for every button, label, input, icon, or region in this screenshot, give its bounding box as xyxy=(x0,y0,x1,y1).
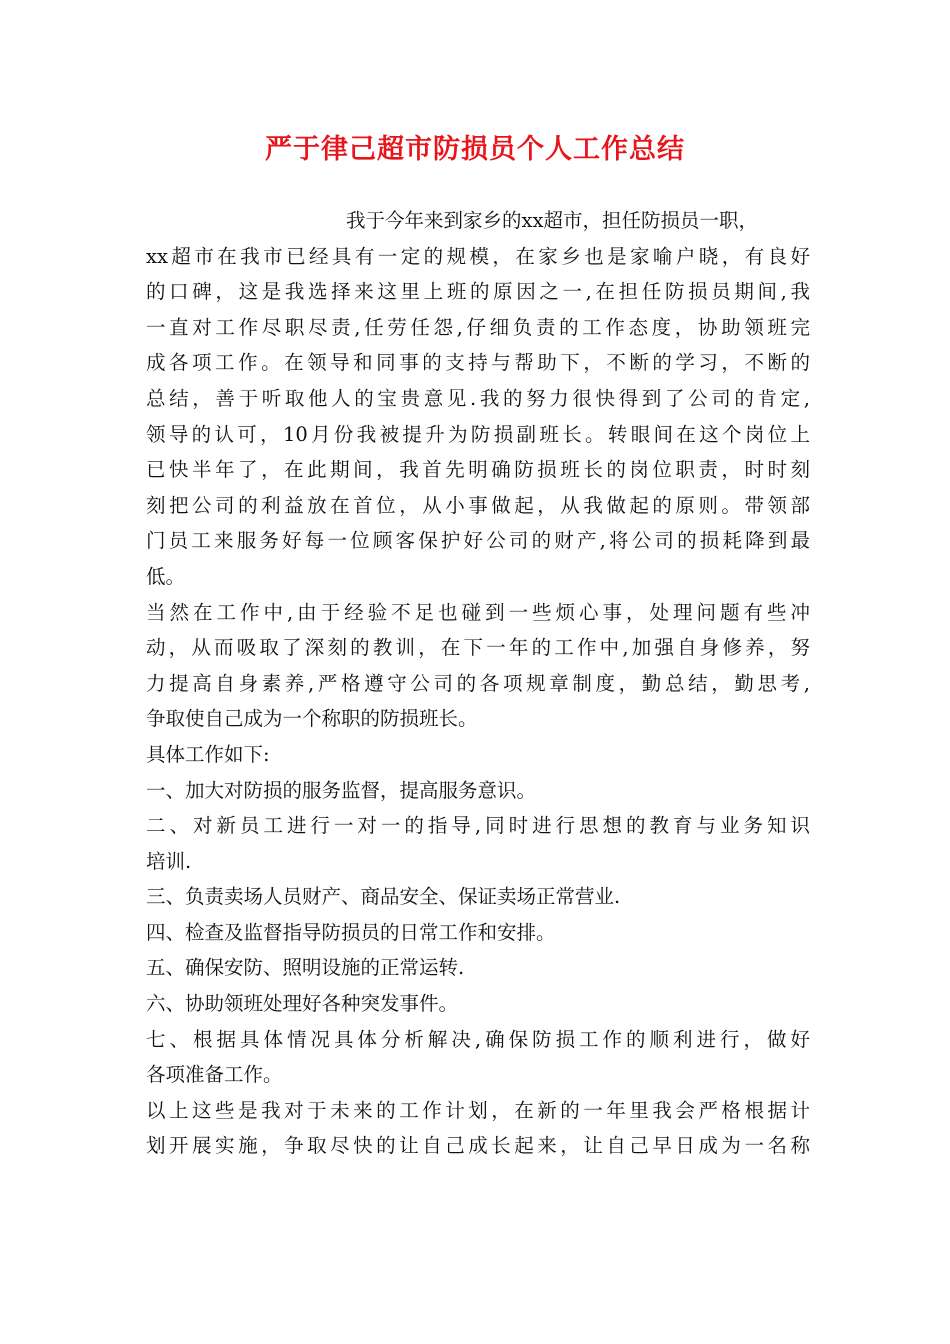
body-line: 一、加大对防损的服务监督，提高服务意识。 xyxy=(146,778,537,802)
body-line: 成各项工作。在领导和同事的支持与帮助下，不断的学习，不断的 xyxy=(146,351,810,375)
body-line: 已快半年了，在此期间，我首先明确防损班长的岗位职责，时时刻 xyxy=(146,458,810,482)
body-line: 力提高自身素养,严格遵守公司的各项规章制度，勤总结，勤思考, xyxy=(146,671,810,695)
body-line: 争取使自己成为一个称职的防损班长。 xyxy=(146,707,478,731)
body-line: 二、对新员工进行一对一的指导,同时进行思想的教育与业务知识 xyxy=(146,814,810,838)
document-body xyxy=(146,203,810,1164)
body-line: 当然在工作中,由于经验不足也碰到一些烦心事，处理问题有些冲 xyxy=(146,600,810,624)
body-line: 总结，善于听取他人的宝贵意见.我的努力很快得到了公司的肯定, xyxy=(146,386,810,410)
body-line: 具体工作如下: xyxy=(146,742,270,766)
body-line: 领导的认可，10月份我被提升为防损副班长。转眼间在这个岗位上 xyxy=(146,422,810,446)
body-line: 门员工来服务好每一位顾客保护好公司的财产,将公司的损耗降到最 xyxy=(146,529,810,553)
body-line: 六、协助领班处理好各种突发事件。 xyxy=(146,992,459,1016)
body-line: 我于今年来到家乡的xx超市，担任防损员一职， xyxy=(346,209,758,232)
body-line: 培训. xyxy=(146,849,192,873)
body-line: 三、负责卖场人员财产、商品安全、保证卖场正常营业. xyxy=(146,885,621,909)
body-line: 七、根据具体情况具体分析解决,确保防损工作的顺利进行，做好 xyxy=(146,1027,810,1051)
body-line: 刻把公司的利益放在首位，从小事做起，从我做起的原则。带领部 xyxy=(146,493,810,517)
body-line: 动，从而吸取了深刻的教训，在下一年的工作中,加强自身修养，努 xyxy=(146,636,810,660)
body-line: xx超市在我市已经具有一定的规模，在家乡也是家喻户晓，有良好 xyxy=(146,244,810,268)
body-line: 五、确保安防、照明设施的正常运转. xyxy=(146,956,465,980)
body-line: 划开展实施，争取尽快的让自己成长起来，让自己早日成为一名称 xyxy=(146,1134,810,1158)
body-line: 的口碑，这是我选择来这里上班的原因之一,在担任防损员期间,我 xyxy=(146,280,810,304)
body-line: 一直对工作尽职尽责,任劳任怨,仔细负责的工作态度，协助领班完 xyxy=(146,315,810,339)
document-title: 严于律己超市防损员个人工作总结 xyxy=(265,134,685,165)
body-line: 各项准备工作。 xyxy=(146,1063,283,1087)
body-line: 四、检查及监督指导防损员的日常工作和安排。 xyxy=(146,920,556,944)
body-line: 以上这些是我对于未来的工作计划，在新的一年里我会严格根据计 xyxy=(146,1098,810,1122)
body-line: 低。 xyxy=(146,564,186,588)
